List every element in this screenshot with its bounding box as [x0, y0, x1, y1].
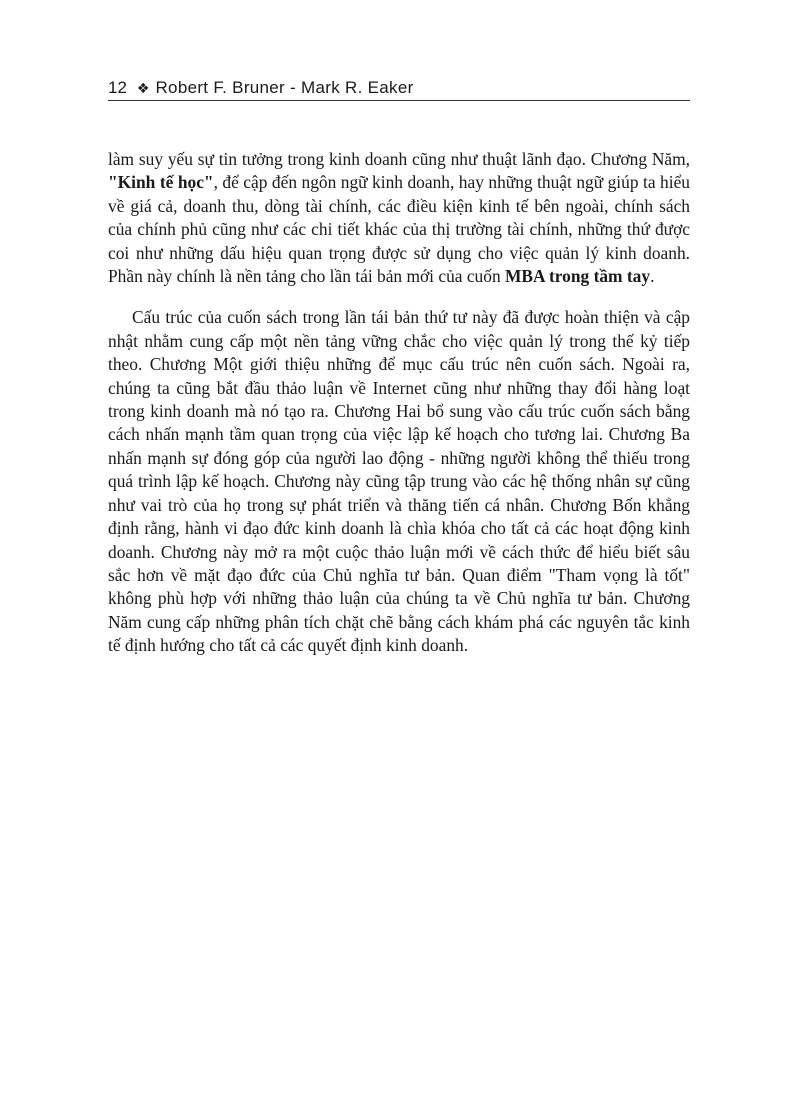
- ornament-icon: ❖: [136, 80, 150, 96]
- running-header-authors: Robert F. Bruner - Mark R. Eaker: [155, 78, 414, 97]
- paragraph-1-text-b: , để cập đến ngôn ngữ kinh doanh, hay những thuật ngữ giúp ta hiểu về giá cả, doanh thu, dòng tài chính, các điều kiện kinh tế bên ngoài, chính sách của chính phủ cũng như các chi tiết khác của thị trường tài chính, những thứ được coi như những dấu hiệu quan trọng được sử dụng cho việc quản lý kinh doanh. Phần này chính là nền tảng cho lần tái bản mới của cuốn: [108, 172, 690, 287]
- paragraph-1-text-c: .: [650, 266, 655, 287]
- paragraph-1: [108, 148, 690, 288]
- body-text: [108, 148, 690, 658]
- running-header: [108, 76, 690, 101]
- chapter-title-kinh-te-hoc: "Kinh tế học": [108, 172, 214, 193]
- paragraph-2: Cấu trúc của cuốn sách trong lần tái bản thứ tư này đã được hoàn thiện và cập nhật nhằm cung cấp một nền tảng vững chắc cho việc quản lý trong thế kỷ tiếp theo. Chương Một giới thiệu những để mục cấu trúc nên cuốn sách. Ngoài ra, chúng ta cũng bắt đầu thảo luận về Internet cũng như những thay đổi hàng loạt trong kinh doanh mà nó tạo ra. Chương Hai bổ sung vào cấu trúc cuốn sách bằng cách nhấn mạnh tầm quan trọng của việc lập kế hoạch cho tương lai. Chương Ba nhấn mạnh sự đóng góp của người lao động - những người không thể thiếu trong quá trình lập kế hoạch. Chương này cũng tập trung vào các hệ thống nhân sự cũng như vai trò của họ trong sự phát triển và thăng tiến cá nhân. Chương Bốn khẳng định rằng, hành vi đạo đức kinh doanh là chìa khóa cho tất cả các hoạt động kinh doanh. Chương này mở ra một cuộc thảo luận mới về cách thức để hiểu biết sâu sắc hơn về mặt đạo đức của Chủ nghĩa tư bản. Quan điểm "Tham vọng là tốt" không phù hợp với những thảo luận của chúng ta về Chủ nghĩa tư bản. Chương Năm cung cấp những phân tích chặt chẽ bằng cách khám phá các nguyên tắc kinh tế định hướng cho tất cả các quyết định kinh doanh.: [108, 307, 690, 656]
- book-title: MBA trong tầm tay: [505, 266, 651, 287]
- page-number: 12: [108, 78, 127, 97]
- paragraph-1-text-a: làm suy yếu sự tin tưởng trong kinh doanh cũng như thuật lãnh đạo. Chương Năm,: [108, 149, 690, 169]
